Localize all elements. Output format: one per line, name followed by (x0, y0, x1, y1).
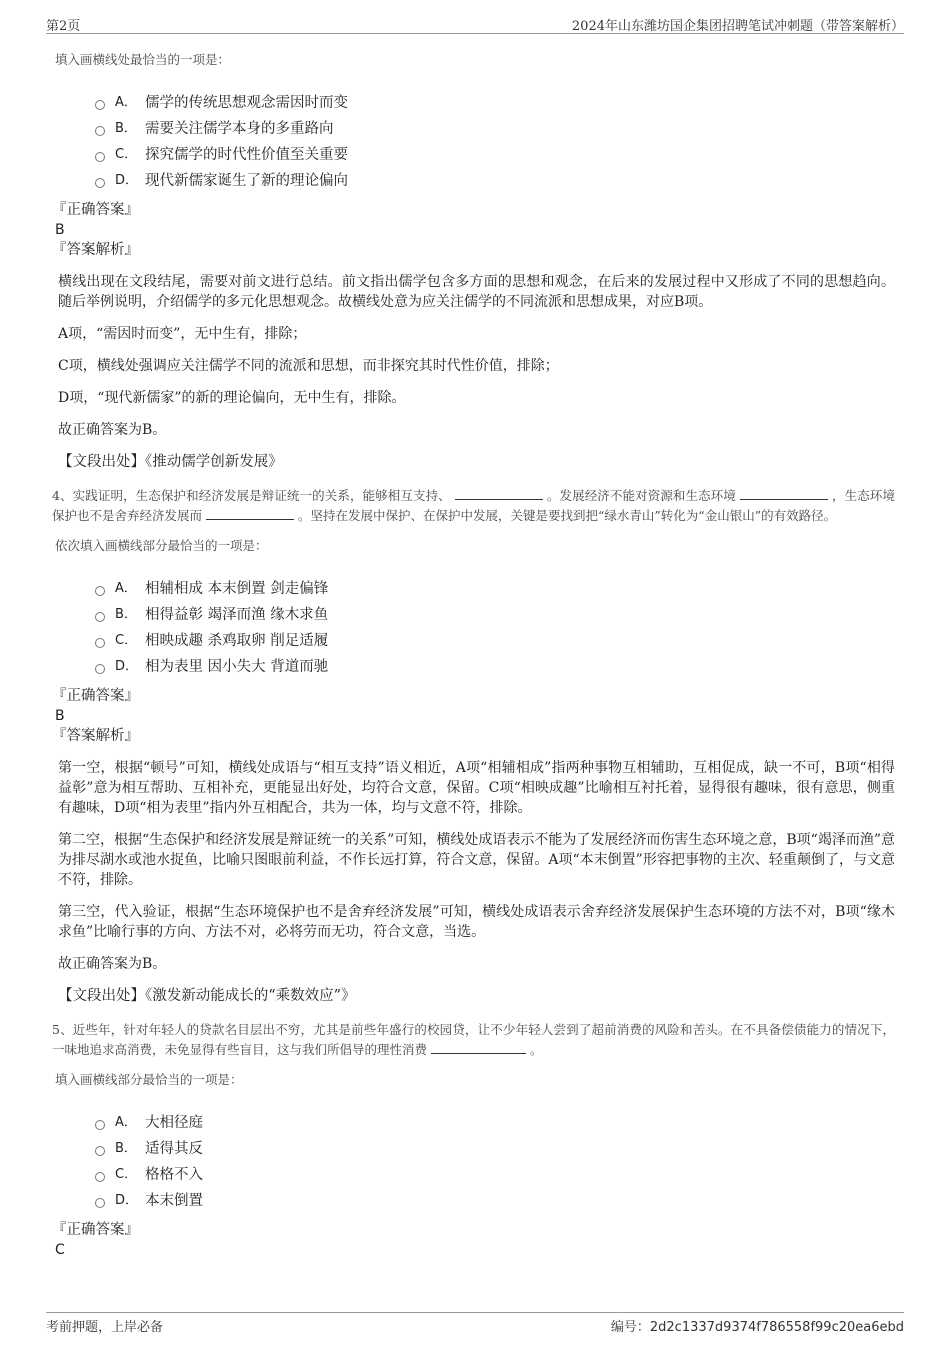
answer-blank (455, 487, 543, 500)
q3-answer: B (55, 222, 65, 238)
q3-analysis-p3: C项，横线处强调应关注儒学不同的流派和思想，而非探究其时代性价值，排除； (58, 358, 559, 374)
page-content (52, 40, 895, 1270)
radio-icon[interactable] (95, 1120, 105, 1130)
q5-option-b[interactable]: B． 适得其反 (95, 1136, 895, 1162)
q4-answer-label: 『正确答案』 (52, 688, 139, 704)
radio-icon[interactable] (95, 664, 105, 674)
q4-question: 4、实践证明，生态保护和经济发展是辩证统一的关系，能够相互支持、 。发展经济不能对资源和生态环境 ，生态环境保护也不是舍弃经济发展而 。坚持在发展中保护、在保护中发展，关键是要找到把“绿水青山”转化为“金山银山”的有效路径。 (52, 488, 895, 523)
q5-option-a[interactable]: A． 大相径庭 (95, 1110, 895, 1136)
q3-analysis-p4: D项，“现代新儒家”的新的理论偏向，无中生有，排除。 (58, 390, 406, 406)
q3-options (95, 90, 895, 194)
q4-option-c[interactable]: C． 相映成趣 杀鸡取卵 削足适履 (95, 628, 895, 654)
q3-analysis-p2: A项，“需因时而变”，无中生有，排除； (58, 326, 307, 342)
q5-answer-label: 『正确答案』 (52, 1222, 139, 1238)
radio-icon[interactable] (95, 100, 105, 110)
q3-source: 【文段出处】《推动儒学创新发展》 (58, 454, 283, 470)
radio-icon[interactable] (95, 178, 105, 188)
q4-analysis-label: 『答案解析』 (52, 728, 139, 744)
q5-prompt: 填入画横线部分最恰当的一项是： (55, 1072, 243, 1087)
q5-question: 5、近些年，针对年轻人的贷款名目层出不穷，尤其是前些年盛行的校园贷，让不少年轻人尝到了超前消费的风险和苦头。在不具备偿债能力的情况下，一味地追求高消费，未免显得有些盲目，这与我们所倡导的理性消费 。 (52, 1022, 895, 1057)
answer-blank (431, 1041, 526, 1054)
answer-blank (740, 487, 828, 500)
q4-analysis-p3: 第三空，代入验证，根据“生态环境保护也不是舍弃经济发展”可知，横线处成语表示舍弃经济发展保护生态环境的方法不对，B项“缘木求鱼”比喻行事的方向、方法不对，必将劳而无功，符合文意，当选。 (58, 904, 895, 940)
q3-answer-label: 『正确答案』 (52, 202, 139, 218)
footer-code: 编号：2d2c1337d9374f786558f99c20ea6ebd (610, 1320, 904, 1335)
q3-option-b[interactable]: B． 需要关注儒学本身的多重路向 (95, 116, 895, 142)
radio-icon[interactable] (95, 152, 105, 162)
q4-source: 【文段出处】《激发新动能成长的“乘数效应”》 (58, 988, 356, 1004)
radio-icon[interactable] (95, 126, 105, 136)
q5-options (95, 1110, 895, 1214)
q3-option-d[interactable]: D． 现代新儒家诞生了新的理论偏向 (95, 168, 895, 194)
answer-blank (206, 507, 294, 520)
q3-prompt: 填入画横线处最恰当的一项是： (55, 52, 231, 67)
q4-option-b[interactable]: B． 相得益彰 竭泽而渔 缘木求鱼 (95, 602, 895, 628)
q4-option-a[interactable]: A． 相辅相成 本末倒置 剑走偏锋 (95, 576, 895, 602)
page-header (46, 13, 904, 34)
radio-icon[interactable] (95, 1198, 105, 1208)
footer-slogan: 考前押题，上岸必备 (46, 1320, 164, 1335)
page-number: 第2页 (46, 19, 81, 34)
radio-icon[interactable] (95, 586, 105, 596)
document-title: 2024年山东潍坊国企集团招聘笔试冲刺题（带答案解析） (571, 19, 904, 34)
q3-analysis-label: 『答案解析』 (52, 242, 139, 258)
q5-option-c[interactable]: C． 格格不入 (95, 1162, 895, 1188)
q3-option-c[interactable]: C． 探究儒学的时代性价值至关重要 (95, 142, 895, 168)
radio-icon[interactable] (95, 612, 105, 622)
q4-analysis-p1: 第一空，根据“顿号”可知，横线处成语与“相互支持”语义相近，A项“相辅相成”指两种事物互相辅助，互相促成，缺一不可，B项“相得益彰”意为相互帮助、互相补充，更能显出好处，均符合文意，保留。C项“相映成趣”比喻相互衬托着，显得很有趣味，很有意思，侧重有趣味，D项“相为表里”指内外互相配合，共为一体，均与文意不符，排除。 (58, 760, 895, 816)
q4-analysis-p4: 故正确答案为B。 (58, 956, 167, 972)
q3-analysis-p5: 故正确答案为B。 (58, 422, 167, 438)
radio-icon[interactable] (95, 1146, 105, 1156)
q5-answer: C (55, 1242, 65, 1258)
q4-analysis-p2: 第二空，根据“生态保护和经济发展是辩证统一的关系”可知，横线处成语表示不能为了发展经济而伤害生态环境之意，B项“竭泽而渔”意为排尽湖水或池水捉鱼，比喻只图眼前利益，不作长远打算，符合文意，保留。A项“本末倒置”形容把事物的主次、轻重颠倒了，与文意不符，排除。 (58, 832, 895, 888)
radio-icon[interactable] (95, 638, 105, 648)
radio-icon[interactable] (95, 1172, 105, 1182)
q5-option-d[interactable]: D． 本末倒置 (95, 1188, 895, 1214)
page-footer (46, 1312, 904, 1335)
q3-option-a[interactable]: A． 儒学的传统思想观念需因时而变 (95, 90, 895, 116)
q4-options (95, 576, 895, 680)
q3-analysis-p1: 横线出现在文段结尾，需要对前文进行总结。前文指出儒学包含多方面的思想和观念，在后来的发展过程中又形成了不同的思想趋向。随后举例说明，介绍儒学的多元化思想观念。故横线处意为应关注儒学的不同流派和思想成果，对应B项。 (58, 274, 895, 310)
q4-prompt: 依次填入画横线部分最恰当的一项是： (55, 538, 268, 553)
q4-answer: B (55, 708, 65, 724)
q4-option-d[interactable]: D． 相为表里 因小失大 背道而驰 (95, 654, 895, 680)
